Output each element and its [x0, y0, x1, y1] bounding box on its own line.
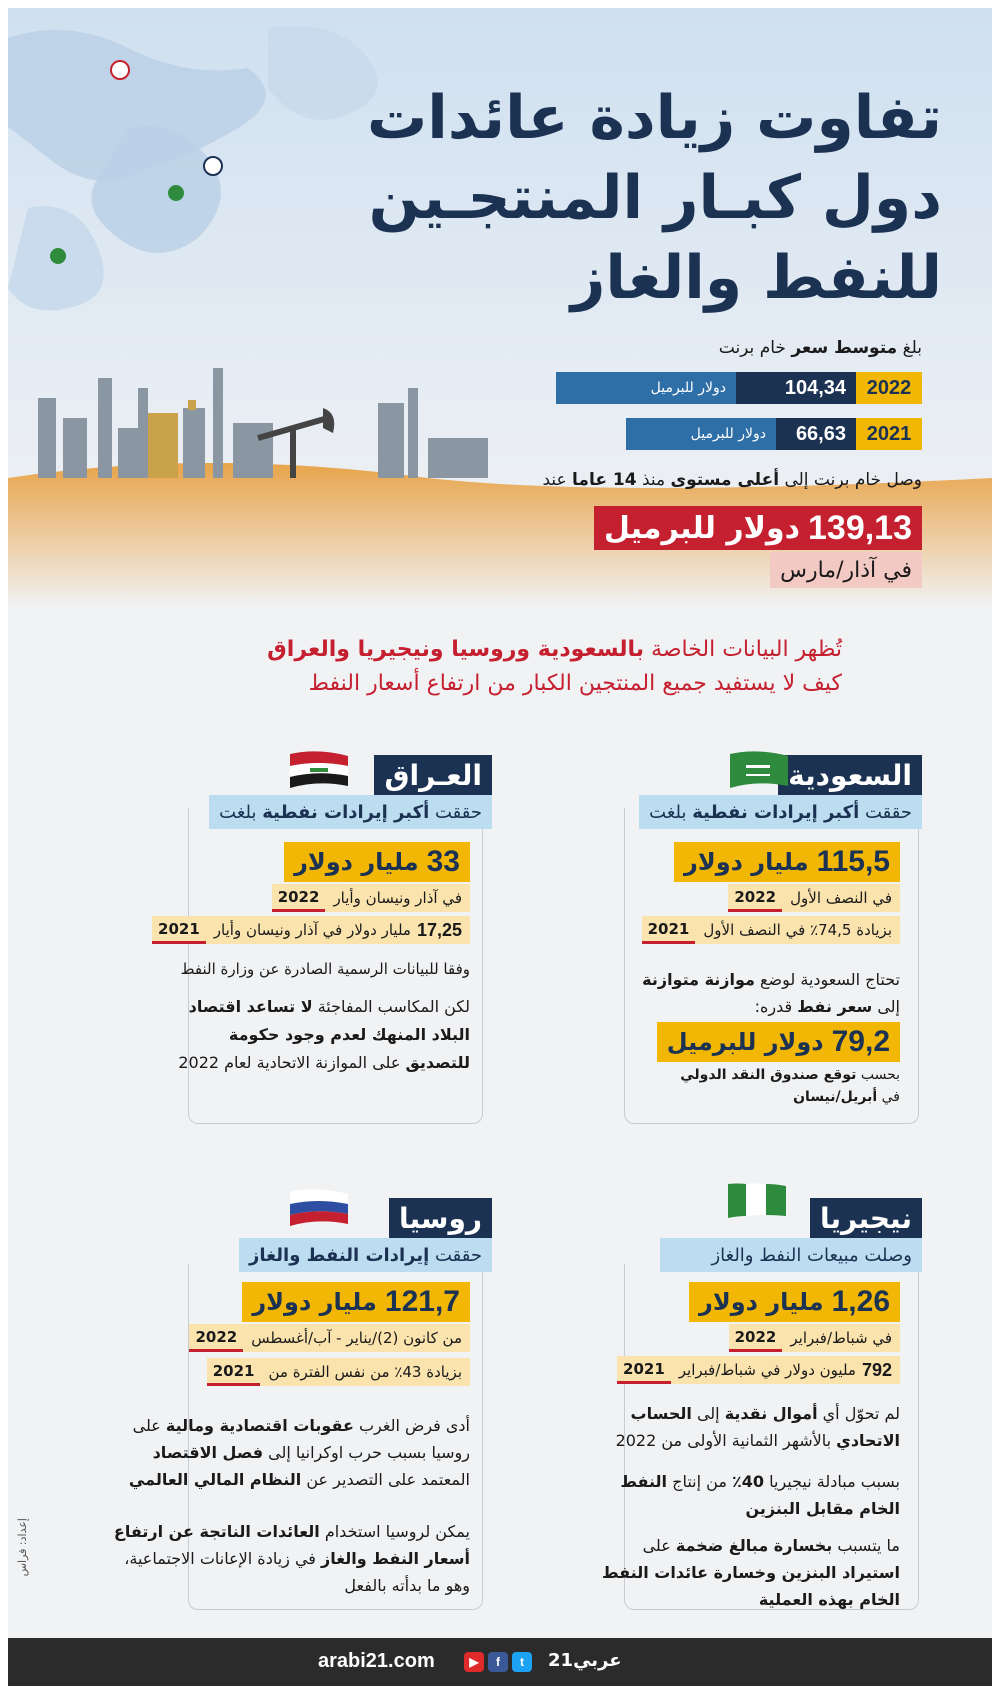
site-url[interactable]: arabi21.com — [318, 1650, 435, 1672]
saudi-period: في النصف الأول 2022 — [728, 884, 900, 912]
brent-peak-text: وصل خام برنت إلى أعلى مستوى منذ 14 عاما عند — [542, 470, 922, 490]
brent-unit: دولار للبرميل — [626, 418, 776, 450]
hero-section — [8, 8, 992, 608]
nigeria-name: نيجيريا — [810, 1198, 922, 1238]
russia-period: من كانون (2)/يناير - آب/أغسطس 2022 — [189, 1324, 470, 1352]
brent-year: 2022 — [856, 372, 922, 404]
russia-change: بزيادة 43٪ من نفس الفترة من 2021 — [207, 1358, 470, 1386]
brent-unit: دولار للبرميل — [556, 372, 736, 404]
nigeria-prev: 792 مليون دولار في شباط/فبراير 2021 — [617, 1356, 900, 1384]
nigeria-revenue: 1,26 مليار دولار — [689, 1282, 900, 1322]
nigeria-subtitle: وصلت مبيعات النفط والغاز — [660, 1238, 922, 1272]
saudi-revenue: 115,5 مليار دولار — [674, 842, 900, 882]
nigeria-period: في شباط/فبراير 2022 — [729, 1324, 900, 1352]
iraq-flag-icon — [288, 750, 350, 790]
russia-flag-icon — [288, 1188, 350, 1228]
brent-year: 2021 — [856, 418, 922, 450]
infographic — [8, 8, 992, 1686]
brent-row-2022 — [556, 372, 922, 404]
nigeria-flag-icon — [726, 1180, 788, 1220]
brent-peak-date: في آذار/مارس — [770, 552, 922, 588]
iraq-name: العـراق — [374, 755, 492, 795]
nigeria-text-1: لم تحوّل أي أموال نقدية إلى الحساب الاتحادي بالأشهر الثمانية الأولى من 2022 — [615, 1404, 900, 1450]
twitter-icon[interactable]: t — [512, 1652, 532, 1672]
facebook-icon[interactable]: f — [488, 1652, 508, 1672]
brent-peak-value: 139,13 دولار للبرميل — [594, 506, 922, 550]
youtube-icon[interactable]: ▶ — [464, 1652, 484, 1672]
saudi-budget-text: تحتاج السعودية لوضع موازنة متوازنة إلى سعر نفط قدره: — [642, 970, 900, 1016]
brent-value: 104,34 — [736, 372, 856, 404]
brand-logo: عربي21 — [548, 1650, 622, 1671]
saudi-subtitle: حققت أكبر إيرادات نفطية بلغت — [639, 795, 922, 829]
russia-text-2: يمكن لروسيا استخدام العائدات الناتجة عن ارتفاع أسعار النفط والغاز في زيادة الإعانات الاجتماعية، وهو ما بدأته بالفعل — [113, 1522, 470, 1595]
iraq-subtitle: حققت أكبر إيرادات نفطية بلغت — [209, 795, 492, 829]
iraq-source: وفقا للبيانات الرسمية الصادرة عن وزارة النفط — [180, 960, 470, 978]
footer — [8, 1638, 992, 1686]
intro-text: تُظهر البيانات الخاصة بالسعودية وروسيا ونيجيريا والعراق كيف لا يستفيد جميع المنتجين الكبار من ارتفاع أسعار النفط — [267, 637, 842, 696]
saudi-source: بحسب توقع صندوق النقد الدولي في أبريل/نيسان — [680, 1067, 900, 1105]
russia-text-1: أدى فرض الغرب عقوبات اقتصادية ومالية على روسيا بسبب حرب اوكرانيا إلى فصل الاقتصاد المعتمد على التصدير عن النظام المالي العالمي — [128, 1416, 470, 1489]
iraq-note: لكن المكاسب المفاجئة لا تساعد اقتصاد البلاد المنهك لعدم وجود حكومة للتصديق على الموازنة الاتحادية لعام 2022 — [178, 997, 470, 1072]
saudi-flag-icon — [728, 750, 790, 790]
nigeria-text-3: ما يتسبب بخسارة مبالغ ضخمة على استيراد البنزين وخسارة عائدات النفط الخام بهذه العملية — [602, 1536, 900, 1609]
russia-subtitle: حققت إيرادات النفط والغاز — [239, 1238, 492, 1272]
russia-revenue: 121,7 مليار دولار — [242, 1282, 470, 1322]
author-credit: إعداد: فراس — [16, 1518, 29, 1577]
iraq-period: في آذار ونيسان وأيار 2022 — [272, 884, 470, 912]
saudi-change: بزيادة 74,5٪ في النصف الأول 2021 — [642, 916, 900, 944]
brent-label: بلغ متوسط سعر خام برنت — [718, 338, 922, 358]
saudi-breakeven: 79,2 دولار للبرميل — [657, 1022, 900, 1062]
nigeria-text-2: بسبب مبادلة نيجيريا 40٪ من إنتاج النفط الخام مقابل البنزين — [620, 1472, 900, 1518]
russia-name: روسيا — [389, 1198, 492, 1238]
brent-value: 66,63 — [776, 418, 856, 450]
iraq-prev: 17,25 مليار دولار في آذار ونيسان وأيار 2021 — [152, 916, 470, 944]
saudi-name: السعودية — [778, 755, 922, 795]
brent-row-2021 — [626, 418, 922, 450]
iraq-revenue: 33 مليار دولار — [284, 842, 470, 882]
page-title: تفاوت زيادة عائدات دول كبـار المنتجـين للنفط والغاز — [367, 83, 942, 313]
